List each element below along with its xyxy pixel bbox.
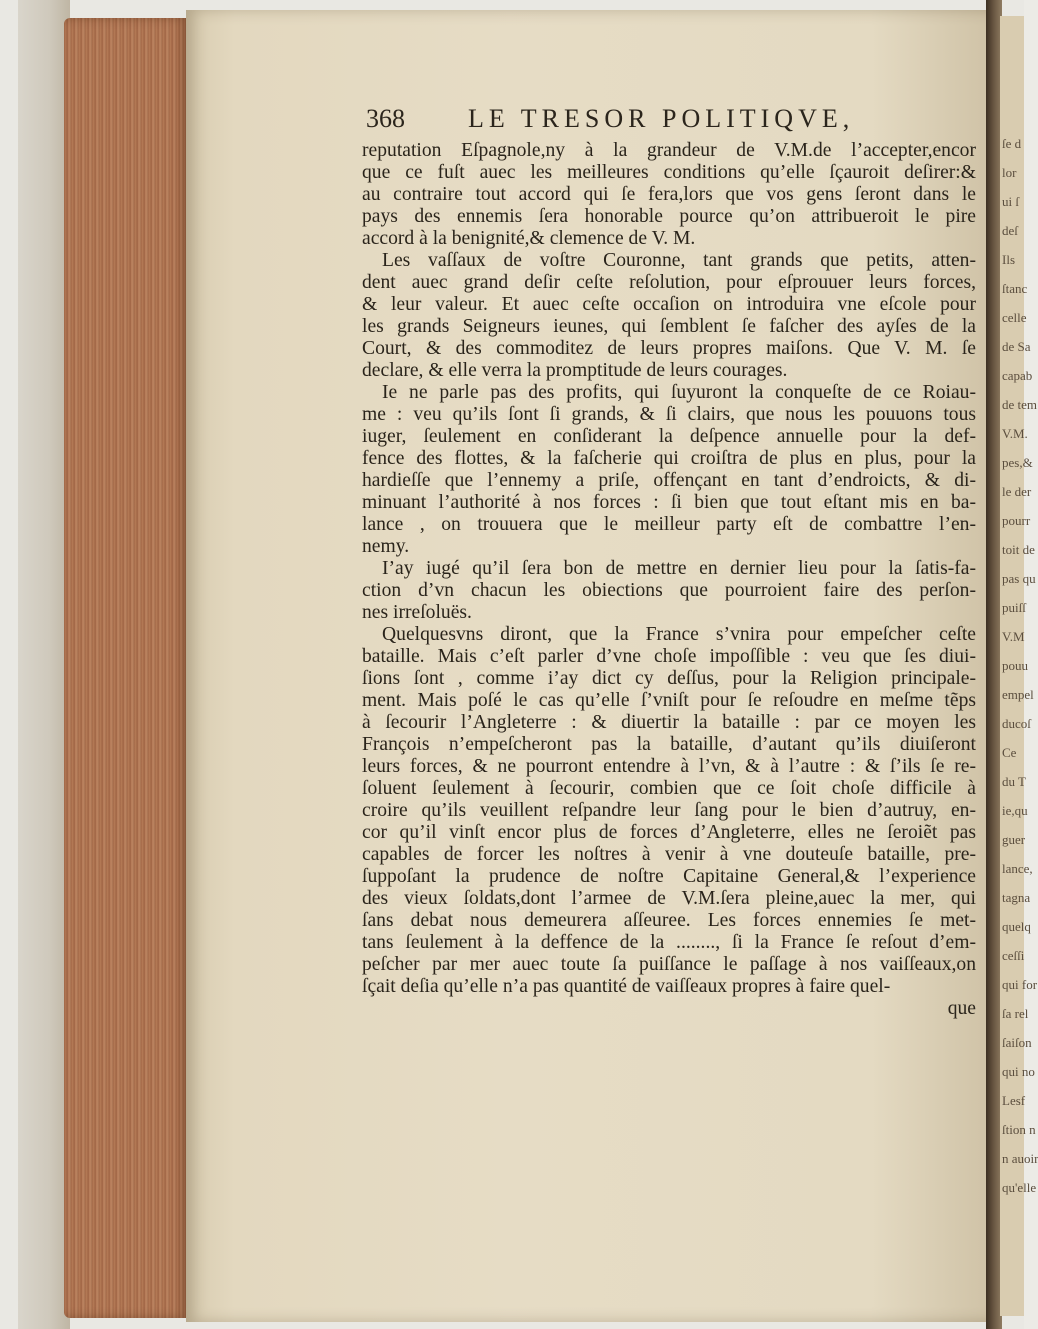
facing-page-fragment: pouu xyxy=(1002,658,1028,673)
text-line: tans ſeulement à la deffence de la ........, ſi la France ſe reſout d’em- xyxy=(362,932,976,953)
facing-page-fragment: lor xyxy=(1002,165,1017,180)
facing-page-fragment: ceſſi xyxy=(1002,948,1025,963)
facing-page-edge xyxy=(1000,16,1038,1316)
text-line: dent auec grand deſir ceſte reſolution, pour eſprouuer leurs forces, xyxy=(362,272,976,293)
text-line: bataille. Mais c’eſt parler d’vne choſe impoſſible : veu que ſes diui- xyxy=(362,646,976,667)
text-line: François n’empeſcheront pas la bataille, d’autant qu’ils diuiſeront xyxy=(362,734,976,755)
text-line: iuger, ſeulement en conſiderant la deſpence annuelle pour la def- xyxy=(362,426,976,447)
text-line: ſuppoſant la prudence de noſtre Capitaine General,& l’experience xyxy=(362,866,976,887)
text-line: ſions ſont , comme i’ay dict cy deſſus, pour la Religion principale- xyxy=(362,668,976,689)
text-line: lance , on trouuera que le meilleur party eſt de combattre l’en- xyxy=(362,514,976,535)
text-line: leurs forces, & ne pourront entendre à l’vn, & à l’autre : & ſ’ils ſe re- xyxy=(362,756,976,777)
running-title: LE TRESOR POLITIQVE, xyxy=(468,104,855,133)
text-line: peſcher par mer auec toute ſa puiſſance le paſſage à nos vaiſſeaux,on xyxy=(362,954,976,975)
facing-page-fragment: tagna xyxy=(1002,890,1031,905)
text-line: minuant l’authorité à nos forces : ſi bien que tout eſtant mis en ba- xyxy=(362,492,976,513)
text-line: declare, & elle verra la promptitude de leurs courages. xyxy=(362,360,788,381)
text-line: fence des flottes, & la faſcherie qui croiſtra de plus en plus, pour la xyxy=(362,448,976,469)
facing-page-fragment: Lesf xyxy=(1002,1093,1026,1108)
text-line: nes irreſoluës. xyxy=(362,602,472,623)
facing-page-fragment: pourr xyxy=(1002,513,1031,528)
text-line: que ce fuſt auec les meilleures conditions qu’elle ſçauroit deſirer:& xyxy=(362,162,976,183)
facing-page-fragment: deſ xyxy=(1002,223,1018,238)
facing-page-fragment: Ils xyxy=(1002,252,1015,267)
facing-page-fragment: de Sa xyxy=(1002,339,1031,354)
facing-page-fragment: ui ſ xyxy=(1002,194,1019,209)
body-text xyxy=(362,140,976,1020)
facing-page-fragment: ſa rel xyxy=(1002,1006,1029,1021)
text-line: I’ay iugé qu’il ſera bon de mettre en dernier lieu pour la ſatis-fa- xyxy=(382,558,976,579)
text-line: des vieux ſoldats,dont l’armee de V.M.ſera pleine,auec la mer, qui xyxy=(362,888,976,909)
facing-page-fragment: ducoſ xyxy=(1002,716,1031,731)
facing-page-fragment: ſaiſon xyxy=(1002,1035,1032,1050)
facing-page-fragment: n auoir xyxy=(1002,1151,1038,1166)
page-edges xyxy=(64,18,188,1318)
facing-page-fragment: ſtion n xyxy=(1002,1122,1036,1137)
page-number: 368 xyxy=(366,104,405,133)
facing-page-fragment: guer xyxy=(1002,832,1026,847)
facing-page-fragment: ie,qu xyxy=(1002,803,1028,818)
text-line: ction d’vn chacun les obiections que pourroient faire des perſon- xyxy=(362,580,976,601)
facing-page-fragment: qu'elle xyxy=(1002,1180,1037,1195)
text-line: Les vaſſaux de voſtre Couronne, tant grands que petits, atten- xyxy=(382,250,976,271)
facing-page-fragment: qui for xyxy=(1002,977,1038,992)
facing-page-fragment: pas qu xyxy=(1002,571,1036,586)
text-line: Ie ne parle pas des profits, qui ſuyuront la conqueſte de ce Roiau- xyxy=(382,382,976,403)
facing-page-fragment: pes,& xyxy=(1002,455,1033,470)
text-line: reputation Eſpagnole,ny à la grandeur de V.M.de l’accepter,encor xyxy=(362,140,976,161)
facing-page-fragment: Ce xyxy=(1002,745,1017,760)
catchword: que xyxy=(947,998,976,1019)
facing-page-fragment: celle xyxy=(1002,310,1027,325)
facing-page-fragment: puiſſ xyxy=(1002,600,1026,615)
text-line: croire qu’ils veuillent reſpandre leur ſang pour le bien d’autruy, en- xyxy=(362,800,976,821)
facing-page-fragment: empel xyxy=(1002,687,1034,702)
facing-page-fragment: du T xyxy=(1002,774,1026,789)
facing-page-fragment: V.M xyxy=(1002,629,1025,644)
text-line: Quelquesvns diront, que la France s’vnira pour empeſcher ceſte xyxy=(382,624,976,645)
facing-page-fragment: lance, xyxy=(1002,861,1033,876)
text-line: hardieſſe que l’ennemy a priſe, offençant en tant d’endroicts, & di- xyxy=(362,470,976,491)
text-line: à ſecourir l’Angleterre : & diuertir la bataille : par ce moyen les xyxy=(362,712,976,733)
text-line: accord à la benignité,& clemence de V. M. xyxy=(362,228,696,249)
text-line: ſans debat nous demeurera aſſeuree. Les forces ennemies ſe met- xyxy=(362,910,976,931)
text-line: les grands Seigneurs ieunes, qui ſemblent ſe faſcher des ayſes de la xyxy=(362,316,976,337)
text-line: capables de forcer les noſtres à venir à vne douteuſe bataille, pre- xyxy=(362,844,976,865)
facing-page-fragment: quelq xyxy=(1002,919,1031,934)
book-cover-board xyxy=(18,0,70,1329)
text-line: & leur valeur. Et auec ceſte occaſion on introduira vne eſcole pour xyxy=(362,294,976,315)
text-line: me : veu qu’ils ſont ſi grands, & ſi clairs, que nous les pouuons tous xyxy=(362,404,976,425)
facing-page-fragment: de tem xyxy=(1002,397,1038,412)
facing-page-fragment: ſtanc xyxy=(1002,281,1028,296)
facing-page-fragment: ſe d xyxy=(1002,136,1022,151)
text-line: Court, & des commoditez de leurs propres maiſons. Que V. M. ſe xyxy=(362,338,976,359)
facing-page-fragment: toit de xyxy=(1002,542,1035,557)
text-line: ment. Mais poſé le cas qu’elle ſ’vniſt pour ſe reſoudre en meſme tẽps xyxy=(362,690,976,711)
facing-page-fragment: qui no xyxy=(1002,1064,1035,1079)
text-line: nemy. xyxy=(362,536,410,557)
text-line: au contraire tout accord qui ſe fera,lors que vos gens ſeront dans le xyxy=(362,184,976,205)
text-line: ſçait deſia qu’elle n’a pas quantité de vaiſſeaux propres à faire quel- xyxy=(362,976,891,997)
text-line: pays des ennemis ſera honorable pource qu’on attribueroit le pire xyxy=(362,206,976,227)
facing-page-fragment: capab xyxy=(1002,368,1033,383)
facing-page-fragment: V.M. xyxy=(1002,426,1028,441)
text-line: ſoluent ſeulement à ſecourir, combien que ce ſoit choſe difficile à xyxy=(362,778,976,799)
text-line: cor qu’il vinſt encor plus de forces d’Angleterre, elles ne ſeroiẽt pas xyxy=(362,822,976,843)
page-header xyxy=(366,104,986,140)
facing-page-fragment: le der xyxy=(1002,484,1032,499)
